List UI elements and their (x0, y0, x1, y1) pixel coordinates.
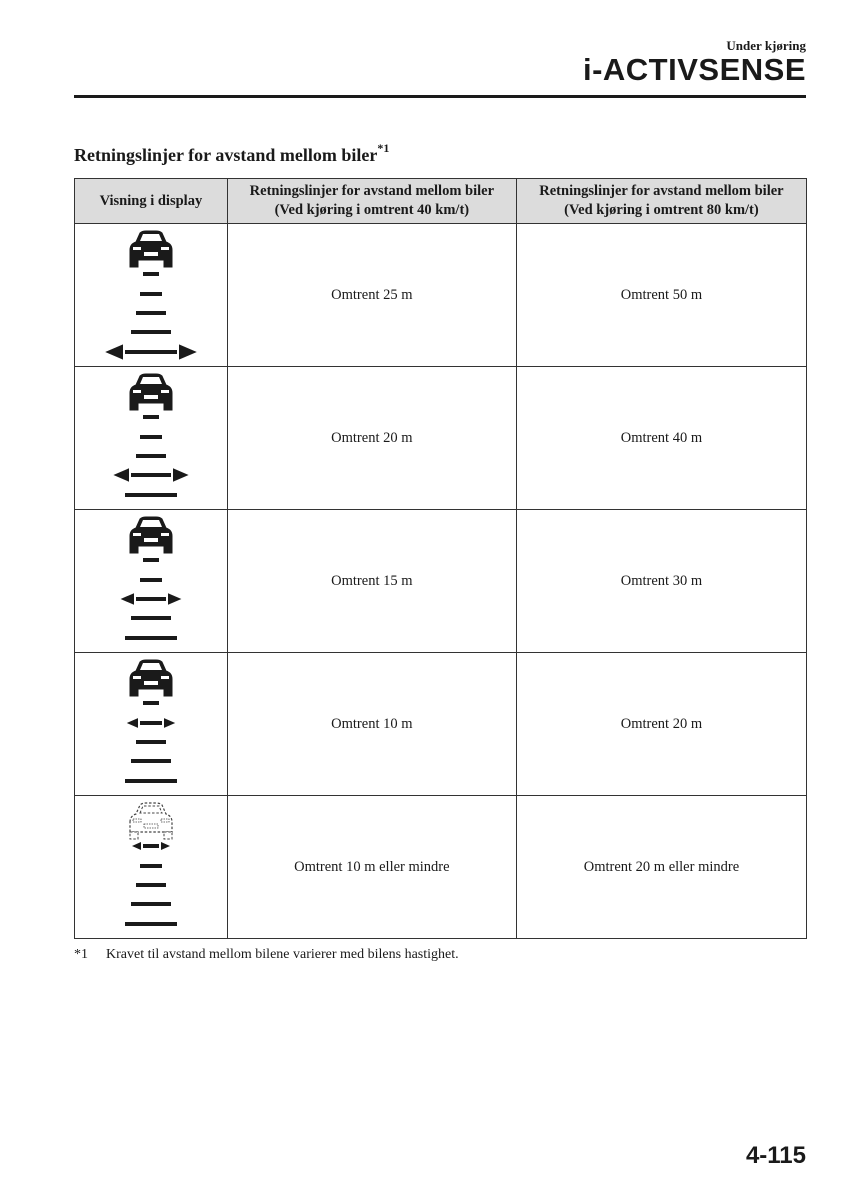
distance-bar (140, 864, 162, 868)
right-marker-arrow-icon (168, 593, 181, 605)
display-cell (75, 224, 228, 367)
header-line: Retningslinjer for avstand mellom biler (249, 183, 495, 199)
following-distance-display-icon (96, 802, 206, 932)
distance-bar (125, 350, 177, 354)
following-distance-display-icon (96, 516, 206, 646)
table-row (75, 653, 807, 796)
following-distance-display-icon (96, 230, 206, 360)
distance-80kmh-cell: Omtrent 20 m eller mindre (516, 796, 806, 939)
distance-guideline-table (74, 178, 807, 939)
right-marker-arrow-icon (161, 842, 170, 850)
distance-bar (136, 311, 166, 315)
header-display-column (75, 179, 228, 224)
page-number: 4-115 (745, 1142, 806, 1169)
footnote-mark: *1 (74, 947, 88, 962)
following-distance-display-icon (96, 659, 206, 789)
left-marker-arrow-icon (127, 718, 138, 728)
distance-bar (131, 330, 171, 334)
distance-bar (143, 701, 159, 705)
distance-bar (136, 597, 166, 601)
table-row (75, 367, 807, 510)
right-marker-arrow-icon (179, 344, 197, 359)
distance-bar (140, 435, 162, 439)
header-line: Retningslinjer for avstand mellom biler (539, 183, 784, 199)
display-cell (75, 510, 228, 653)
header-40kmh-column (227, 179, 516, 224)
footnote-text: Kravet til avstand mellom bilene varierer med bilens hastighet. (106, 947, 459, 962)
distance-40kmh-cell: Omtrent 25 m (227, 224, 516, 367)
header-title: i-ACTIVSENSE (582, 52, 806, 87)
display-cell (75, 796, 228, 939)
header-80kmh-column (516, 179, 806, 224)
section-heading (74, 143, 389, 166)
distance-40kmh-cell: Omtrent 10 m eller mindre (227, 796, 516, 939)
distance-80kmh-cell: Omtrent 20 m (516, 653, 806, 796)
distance-80kmh-cell: Omtrent 30 m (516, 510, 806, 653)
distance-bar (125, 636, 177, 640)
display-cell (75, 367, 228, 510)
distance-bar (143, 272, 159, 276)
table-row (75, 796, 807, 939)
car-icon (130, 231, 172, 267)
left-marker-arrow-icon (132, 842, 141, 850)
distance-bar (140, 578, 162, 582)
left-marker-arrow-icon (120, 593, 133, 605)
distance-bar (131, 473, 171, 477)
header-line: Visning i display (99, 192, 203, 209)
distance-bar (131, 616, 171, 620)
left-marker-arrow-icon (105, 344, 123, 359)
distance-80kmh-cell: Omtrent 40 m (516, 367, 806, 510)
left-marker-arrow-icon (113, 468, 129, 481)
distance-40kmh-cell: Omtrent 20 m (227, 367, 516, 510)
table-row (75, 224, 807, 367)
distance-bar (125, 493, 177, 497)
distance-bar (125, 922, 177, 926)
display-cell (75, 653, 228, 796)
footnote (74, 947, 459, 963)
distance-bar (131, 759, 171, 763)
distance-bar (125, 779, 177, 783)
distance-40kmh-cell: Omtrent 15 m (227, 510, 516, 653)
right-marker-arrow-icon (164, 718, 175, 728)
distance-bar (136, 883, 166, 887)
car-outline-icon (130, 803, 172, 839)
distance-bar (140, 721, 162, 725)
section-heading-text: Retningslinjer for avstand mellom biler (74, 145, 378, 165)
car-icon (130, 660, 172, 696)
header-section-label: Under kjøring (726, 38, 806, 53)
header-divider (74, 95, 806, 98)
table-row (75, 510, 807, 653)
distance-bar (136, 454, 166, 458)
distance-40kmh-cell: Omtrent 10 m (227, 653, 516, 796)
header-line: (Ved kjøring i omtrent 40 km/t) (274, 202, 470, 218)
distance-bar (143, 415, 159, 419)
distance-bar (140, 292, 162, 296)
header-line: (Ved kjøring i omtrent 80 km/t) (564, 202, 759, 218)
car-icon (130, 517, 172, 553)
car-icon (130, 374, 172, 410)
distance-bar (131, 902, 171, 906)
section-heading-footnote-ref: *1 (377, 141, 390, 155)
right-marker-arrow-icon (173, 468, 189, 481)
distance-bar (143, 558, 159, 562)
distance-bar (136, 740, 166, 744)
distance-80kmh-cell: Omtrent 50 m (516, 224, 806, 367)
distance-bar (143, 844, 159, 848)
following-distance-display-icon (96, 373, 206, 503)
table-header-row (75, 179, 807, 224)
